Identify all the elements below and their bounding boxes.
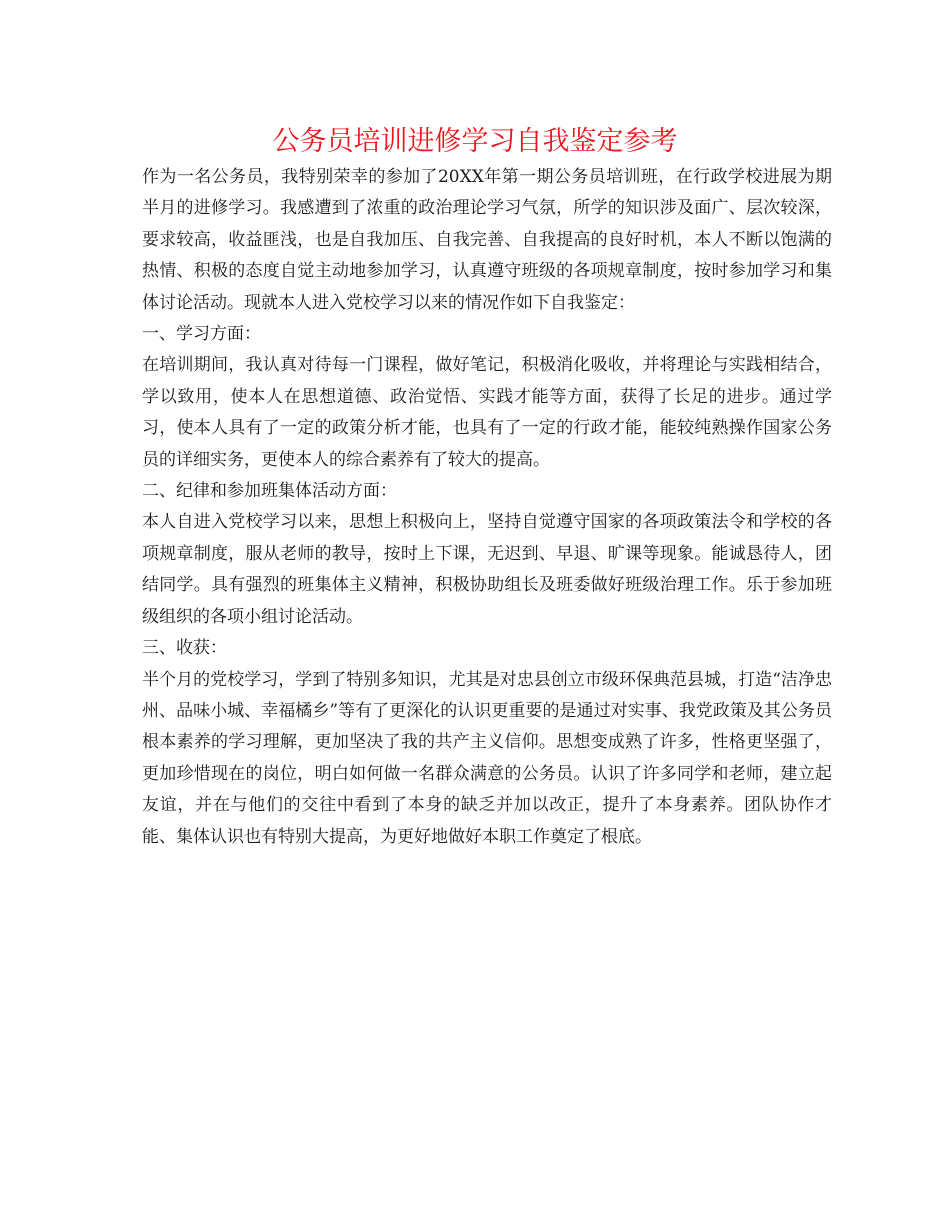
gains-paragraph: 半个月的党校学习，学到了特别多知识，尤其是对忠县创立市级环保典范县城，打造“洁净忠州、品味小城、幸福橘乡”等有了更深化的认识更重要的是通过对实事、我党政策及其公务员根本素养的学习理解，更加坚决了我的共产主义信仰。思想变成熟了许多，性格更坚强了，更加珍惜现在的岗位，明白如何做一名群众满意的公务员。认识了许多同学和老师，建立起友谊，并在与他们的交往中看到了本身的缺乏并加以改正，提升了本身素养。团队协作才能、集体认识也有特别大提高，为更好地做好本职工作奠定了根底。	[142, 669, 832, 847]
section-heading-gains: 三、收获：	[142, 638, 227, 659]
document-body	[142, 162, 832, 853]
study-paragraph: 在培训期间，我认真对待每一门课程，做好笔记，积极消化吸收，并将理论与实践相结合，学以致用，使本人在思想道德、政治觉悟、实践才能等方面，获得了长足的进步。通过学习，使本人具有了一定的政策分析才能，也具有了一定的行政才能，能较纯熟操作国家公务员的详细实务，更使本人的综合素养有了较大的提高。	[142, 355, 832, 470]
document-title: 公务员培训进修学习自我鉴定参考	[272, 126, 678, 157]
section-heading-discipline: 二、纪律和参加班集体活动方面：	[142, 481, 397, 502]
section-heading-study: 一、学习方面：	[142, 324, 261, 345]
discipline-paragraph: 本人自进入党校学习以来，思想上积极向上，坚持自觉遵守国家的各项政策法令和学校的各项规章制度，服从老师的教导，按时上下课，无迟到、早退、旷课等现象。能诚恳待人，团结同学。具有强烈的班集体主义精神，积极协助组长及班委做好班级治理工作。乐于参加班级组织的各项小组讨论活动。	[142, 512, 832, 627]
intro-paragraph: 作为一名公务员，我特别荣幸的参加了20XX年第一期公务员培训班，在行政学校进展为期半月的进修学习。我感遭到了浓重的政治理论学习气氛，所学的知识涉及面广、层次较深，要求较高，收益匪浅，也是自我加压、自我完善、自我提高的良好时机，本人不断以饱满的热情、积极的态度自觉主动地参加学习，认真遵守班级的各项规章制度，按时参加学习和集体讨论活动。现就本人进入党校学习以来的情况作如下自我鉴定：	[142, 167, 832, 313]
